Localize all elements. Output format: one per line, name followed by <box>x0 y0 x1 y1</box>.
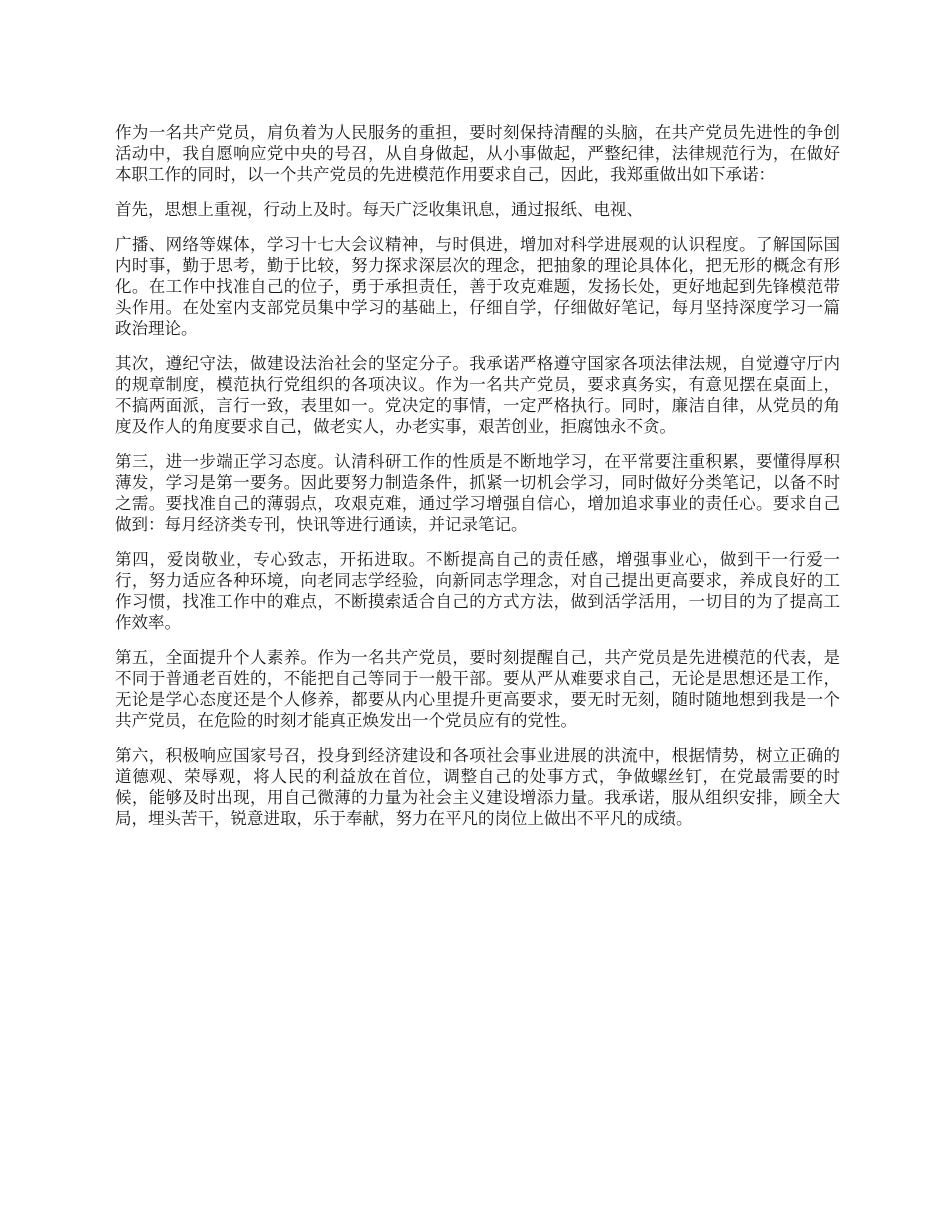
paragraph-second-point: 其次，遵纪守法，做建设法治社会的坚定分子。我承诺严格遵守国家各项法律法规，自觉遵守厅内的规章制度，模范执行党组织的各项决议。作为一名共产党员，要求真务实，有意见摆在桌面上，不搞两面派，言行一致，表里如一。党决定的事情，一定严格执行。同时，廉洁自律，从党员的角度及作人的角度要求自己，做老实人，办老实事，艰苦创业，拒腐蚀永不贪。 <box>115 354 840 436</box>
paragraph-third-point: 第三，进一步端正学习态度。认清科研工作的性质是不断地学习，在平常要注重积累，要懂得厚积薄发，学习是第一要务。因此要努力制造条件，抓紧一切机会学习，同时做好分类笔记，以备不时之需。要找准自己的薄弱点，攻艰克难，通过学习增强自信心，增加追求事业的责任心。要求自己做到：每月经济类专刊，快讯等进行通读，并记录笔记。 <box>115 452 840 534</box>
paragraph-intro: 作为一名共产党员，肩负着为人民服务的重担，要时刻保持清醒的头脑，在共产党员先进性的争创活动中，我自愿响应党中央的号召，从自身做起，从小事做起，严整纪律，法律规范行为，在做好本职工作的同时，以一个共产党员的先进模范作用要求自己，因此，我郑重做出如下承诺： <box>115 123 840 184</box>
paragraph-sixth-point: 第六，积极响应国家号召，投身到经济建设和各项社会事业进展的洪流中，根据情势，树立正确的道德观、荣辱观，将人民的利益放在首位，调整自己的处事方式，争做螺丝钉，在党最需要的时候，能够及时出现，用自己微薄的力量为社会主义建设增添力量。我承诺，服从组织安排，顾全大局，埋头苦干，锐意进取，乐于奉献，努力在平凡的岗位上做出不平凡的成绩。 <box>115 746 840 828</box>
paragraph-fourth-point: 第四，爱岗敬业，专心致志，开拓进取。不断提高自己的责任感，增强事业心，做到干一行爱一行，努力适应各种环境，向老同志学经验，向新同志学理念，对自己提出更高要求，养成良好的工作习惯，找准工作中的难点，不断摸索适合自己的方式方法，做到活学活用，一切目的为了提高工作效率。 <box>115 550 840 632</box>
paragraph-first-point-lead: 首先，思想上重视，行动上及时。每天广泛收集讯息，通过报纸、电视、 <box>115 200 643 219</box>
document-body <box>115 122 840 843</box>
paragraph-fifth-point: 第五，全面提升个人素养。作为一名共产党员，要时刻提醒自己，共产党员是先进模范的代表，是不同于普通老百姓的，不能把自己等同于一般干部。要从严从难要求自己，无论是思想还是工作，无论是学心态度还是个人修养，都要从内心里提升更高要求，要无时无刻，随时随地想到我是一个共产党员，在危险的时刻才能真正焕发出一个党员应有的党性。 <box>115 648 840 730</box>
paragraph-first-point-body: 广播、网络等媒体，学习十七大会议精神，与时俱进，增加对科学进展观的认识程度。了解国际国内时事，勤于思考，勤于比较，努力探求深层次的理念，把抽象的理论具体化，把无形的概念有形化。在工作中找准自己的位子，勇于承担责任，善于攻克难题，发扬长处，更好地起到先锋模范带头作用。在处室内支部党员集中学习的基础上，仔细自学，仔细做好笔记，每月坚持深度学习一篇政治理论。 <box>115 235 840 338</box>
